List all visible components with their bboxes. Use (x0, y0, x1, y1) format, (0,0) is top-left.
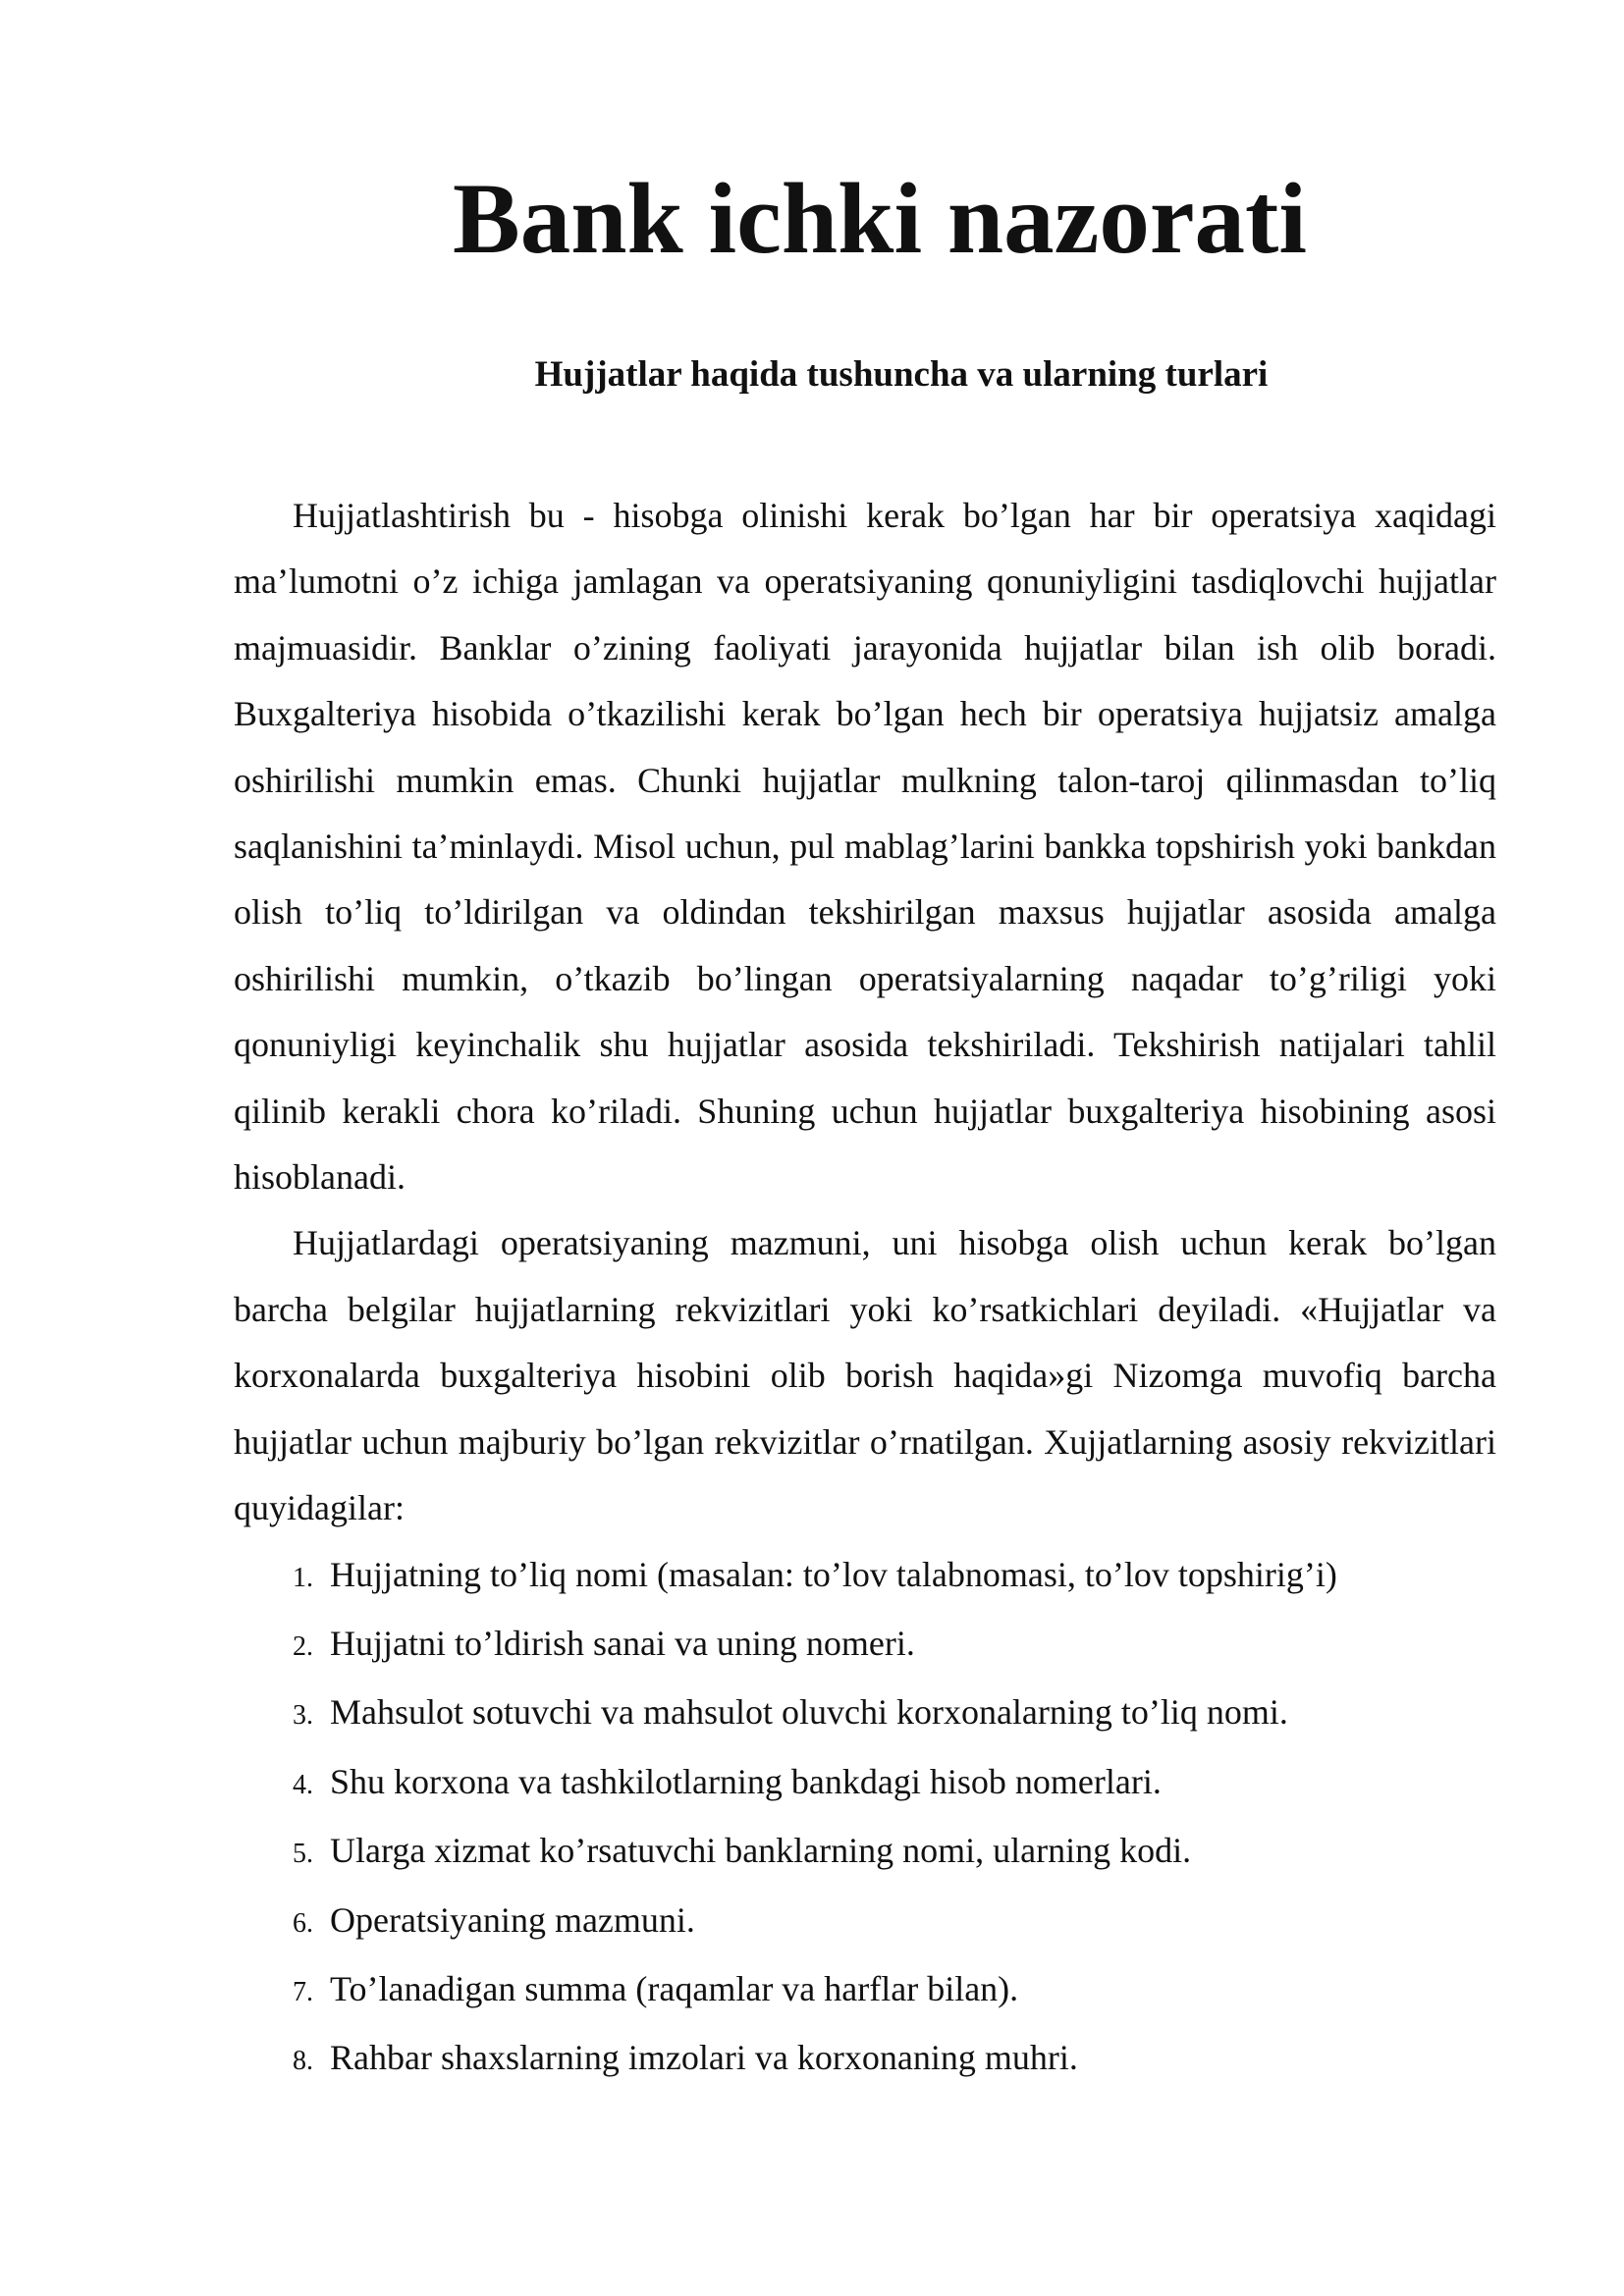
list-item (234, 1956, 1496, 2025)
list-item-number: 3. (293, 1700, 313, 1732)
list-item-number: 5. (293, 1839, 313, 1870)
list-item (234, 1818, 1496, 1887)
list-item-number: 8. (293, 2046, 313, 2077)
document-title: Bank ichki nazorati (453, 163, 1307, 275)
list-item-text: Operatsiyaning mazmuni. (330, 1899, 695, 1940)
list-item-text: Mahsulot sotuvchi va mahsulot oluvchi korxonalarning to’liq nomi. (330, 1692, 1288, 1733)
list-item (234, 1680, 1496, 1748)
list-item-text: Hujjatning to’liq nomi (masalan: to’lov talabnomasi, to’lov topshirig’i) (330, 1554, 1337, 1594)
section-subtitle: Hujjatlar haqida tushuncha va ularning turlari (534, 354, 1269, 395)
list-item (234, 1611, 1496, 1680)
list-item-text: Hujjatni to’ldirish sanai va uning nomeri. (330, 1623, 915, 1663)
paragraph: Hujjatlashtirish bu - hisobga olinishi kerak bo’lgan har bir operatsiya xaqidagi ma’lumotni o’z ichiga jamlagan va operatsiyaning qonuniyligini tasdiqlovchi hujjatlar majmuasidir. Banklar o’zining faoliyati jarayonida hujjatlar bilan ish olib boradi. Buxgalteriya hisobida o’tkazilishi kerak bo’lgan hech bir operatsiya hujjatsiz amalga oshirilishi mumkin emas. Chunki hujjatlar mulkning talon-taroj qilinmasdan to’liq saqlanishini ta’minlaydi. Misol uchun, pul mablag’larini bankka topshirish yoki bankdan olish to’liq to’ldirilgan va oldindan tekshirilgan maxsus hujjatlar asosida amalga oshirilishi mumkin, o’tkazib bo’lingan operatsiyalarning naqadar to’g’riligi yoki qonuniyligi keyinchalik shu hujjatlar asosida tekshiriladi. Tekshirish natijalari tahlil qilinib kerakli chora ko’riladi. Shuning uchun hujjatlar buxgalteriya hisobining asosi hisoblanadi. (234, 496, 1496, 1198)
requisites-list (234, 1542, 1496, 2095)
body-text (234, 483, 1496, 2095)
list-item (234, 1888, 1496, 1956)
list-item-number: 2. (293, 1630, 313, 1662)
list-item-text: To’lanadigan summa (raqamlar va harflar bilan). (330, 1968, 1019, 2008)
list-item-number: 7. (293, 1976, 313, 2007)
list-item-number: 1. (293, 1562, 313, 1593)
list-item-text: Shu korxona va tashkilotlarning bankdagi hisob nomerlari. (330, 1761, 1162, 1801)
list-item-number: 6. (293, 1907, 313, 1939)
list-item-number: 4. (293, 1769, 313, 1800)
list-item-text: Rahbar shaxslarning imzolari va korxonaning muhri. (330, 2038, 1078, 2078)
list-item-text: Ularga xizmat ko’rsatuvchi banklarning nomi, ularning kodi. (330, 1831, 1192, 1871)
list-item (234, 1749, 1496, 1818)
list-item (234, 1542, 1496, 1611)
paragraph: Hujjatlardagi operatsiyaning mazmuni, uni hisobga olish uchun kerak bo’lgan barcha belgilar hujjatlarning rekvizitlari yoki ko’rsatkichlari deyiladi. «Hujjatlar va korxonalarda buxgalteriya hisobini olib borish haqida»gi Nizomga muvofiq barcha hujjatlar uchun majburiy bo’lgan rekvizitlar o’rnatilgan. Xujjatlarning asosiy rekvizitlari quyidagilar: (234, 1223, 1496, 1528)
list-item (234, 2025, 1496, 2094)
